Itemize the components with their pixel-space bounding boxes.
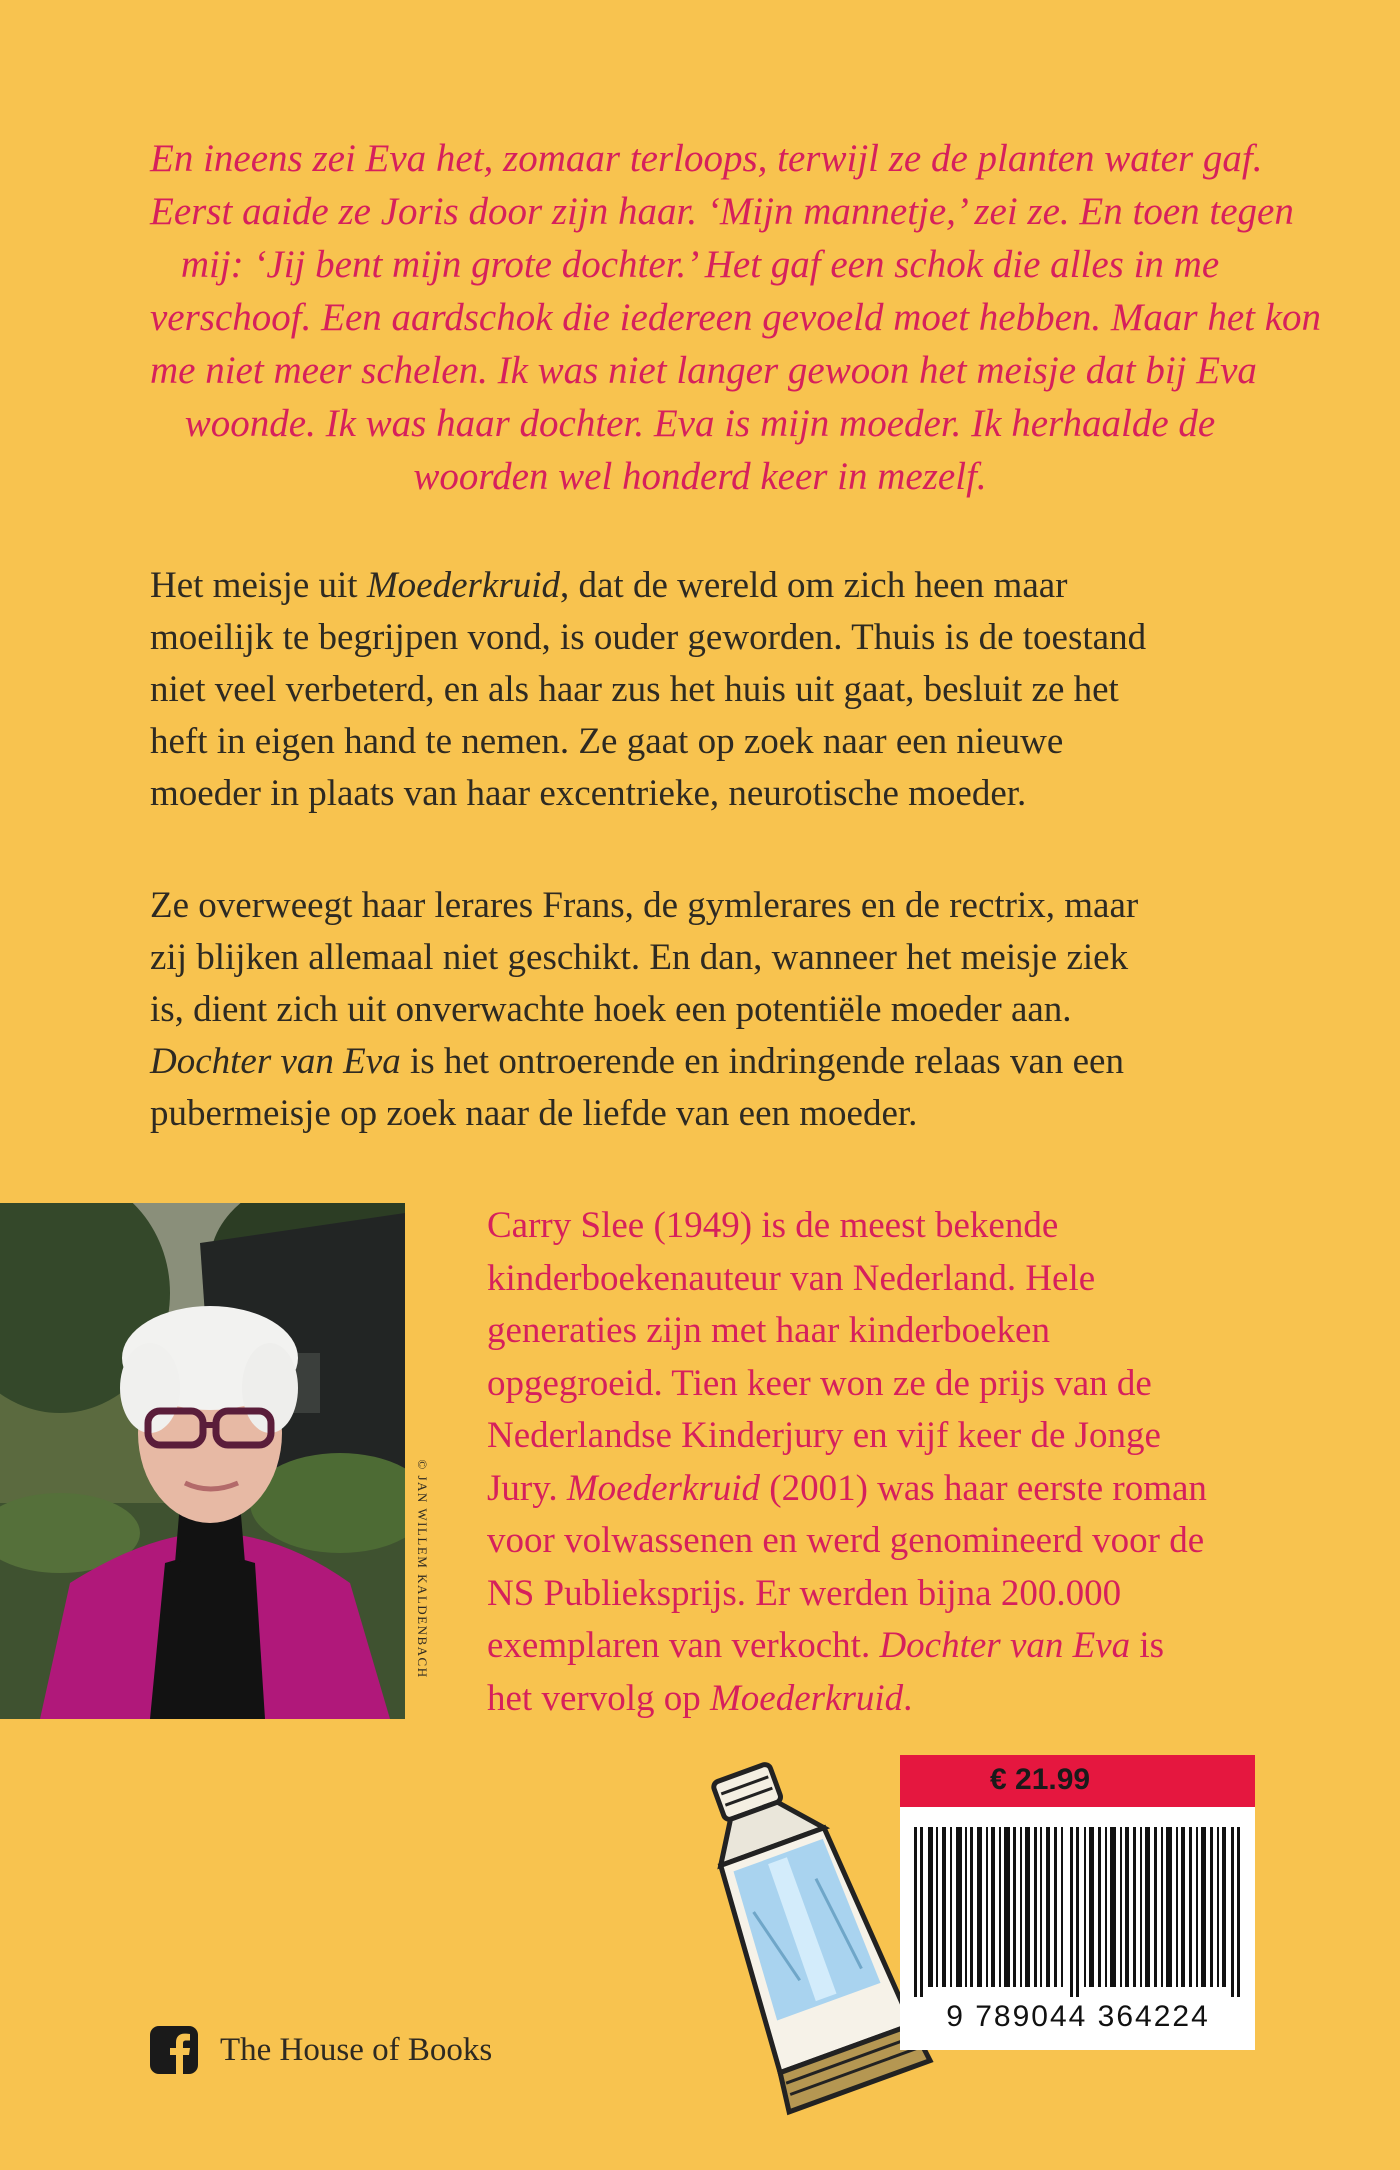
bio-line: voor volwassenen en werd genomineerd voor de (487, 1520, 1205, 1561)
price-bar (900, 1755, 1255, 1807)
author-portrait-illustration (0, 1203, 405, 1719)
barcode-icon (912, 1827, 1242, 1997)
bio-line: generaties zijn met haar kinderboeken (487, 1310, 1050, 1351)
book-title-italic: Dochter van Eva (879, 1625, 1131, 1666)
photo-credit-text: © JAN WILLEM KALDENBACH (415, 1459, 430, 1679)
blurb-line: niet veel verbeterd, en als haar zus het huis uit gaat, besluit ze het (150, 669, 1119, 710)
text: is (1130, 1625, 1165, 1666)
blurb-paragraph-1 (150, 560, 1260, 820)
quote-line: verschoof. Een aardschok die iedereen gevoeld moet hebben. Maar het kon (150, 296, 1322, 339)
text: Het meisje uit (150, 565, 367, 606)
blurb-line: moeder in plaats van haar excentrieke, neurotische moeder. (150, 773, 1027, 814)
text: exemplaren van verkocht. (487, 1625, 880, 1666)
bio-line (487, 1673, 1287, 1726)
blurb-line: is, dient zich uit onverwachte hoek een potentiële moeder aan. (150, 989, 1072, 1030)
text: het vervolg op (487, 1677, 710, 1719)
book-title-italic: Moederkruid (709, 1677, 904, 1719)
quote-line: En ineens zei Eva het, zomaar terloops, terwijl ze de planten water gaf. (150, 137, 1263, 180)
bio-line: Carry Slee (1949) is de meest bekende (487, 1205, 1059, 1246)
bio-line: kinderboekenauteur van Nederland. Hele (487, 1257, 1096, 1299)
text: Jury. (487, 1467, 567, 1509)
facebook-icon[interactable] (150, 2026, 198, 2074)
blurb-line: zij blijken allemaal niet geschikt. En dan, wanneer het meisje ziek (150, 937, 1129, 978)
publisher (150, 2025, 492, 2075)
bio-line: NS Publieksprijs. Er werden bijna 200.000 (487, 1572, 1122, 1614)
blurb-line (150, 1036, 1260, 1088)
book-title-italic: Moederkruid (566, 1467, 760, 1509)
excerpt-quote (150, 132, 1322, 503)
barcode-label (900, 1755, 1255, 2050)
text: (2001) was haar eerste roman (760, 1467, 1207, 1509)
isbn-number: 9 789044 364224 (946, 2000, 1210, 2033)
author-bio (487, 1200, 1287, 1725)
blurb-paragraph-2 (150, 880, 1260, 1140)
blurb-line: pubermeisje op zoek naar de liefde van een moeder. (150, 1093, 918, 1134)
bio-line: Nederlandse Kinderjury en vijf keer de Jonge (487, 1415, 1161, 1456)
quote-line: woorden wel honderd keer in mezelf. (413, 455, 987, 498)
photo-credit (408, 1430, 436, 1720)
quote-line: Eerst aaide ze Joris door zijn haar. ‘Mijn mannetje,’ zei ze. En toen tegen (150, 190, 1294, 233)
blurb-line: heft in eigen hand te nemen. Ze gaat op zoek naar een nieuwe (150, 721, 1064, 762)
book-title-italic: Dochter van Eva (150, 1041, 401, 1082)
bio-line: opgegroeid. Tien keer won ze de prijs van de (487, 1362, 1152, 1404)
bio-line (487, 1463, 1287, 1516)
text: . (903, 1677, 913, 1719)
quote-line: me niet meer schelen. Ik was niet langer gewoon het meisje dat bij Eva (150, 349, 1257, 392)
text: , dat de wereld om zich heen maar (560, 565, 1068, 606)
blurb-line: moeilijk te begrijpen vond, is ouder geworden. Thuis is de toestand (150, 617, 1147, 658)
quote-line: woonde. Ik was haar dochter. Eva is mijn moeder. Ik herhaalde de (184, 402, 1216, 445)
book-title-italic: Moederkruid (366, 565, 560, 606)
bio-line (487, 1620, 1287, 1673)
publisher-name: The House of Books (220, 2031, 493, 2068)
blurb-line (150, 560, 1260, 612)
author-photo (0, 1203, 405, 1719)
price-text: € 21.99 (990, 1763, 1091, 1796)
quote-line: mij: ‘Jij bent mijn grote dochter.’ Het gaf een schok die alles in me (180, 243, 1220, 286)
text: is het ontroerende en indringende relaas van een (400, 1041, 1124, 1082)
blurb-line: Ze overweegt haar lerares Frans, de gymlerares en de rectrix, maar (150, 885, 1139, 926)
